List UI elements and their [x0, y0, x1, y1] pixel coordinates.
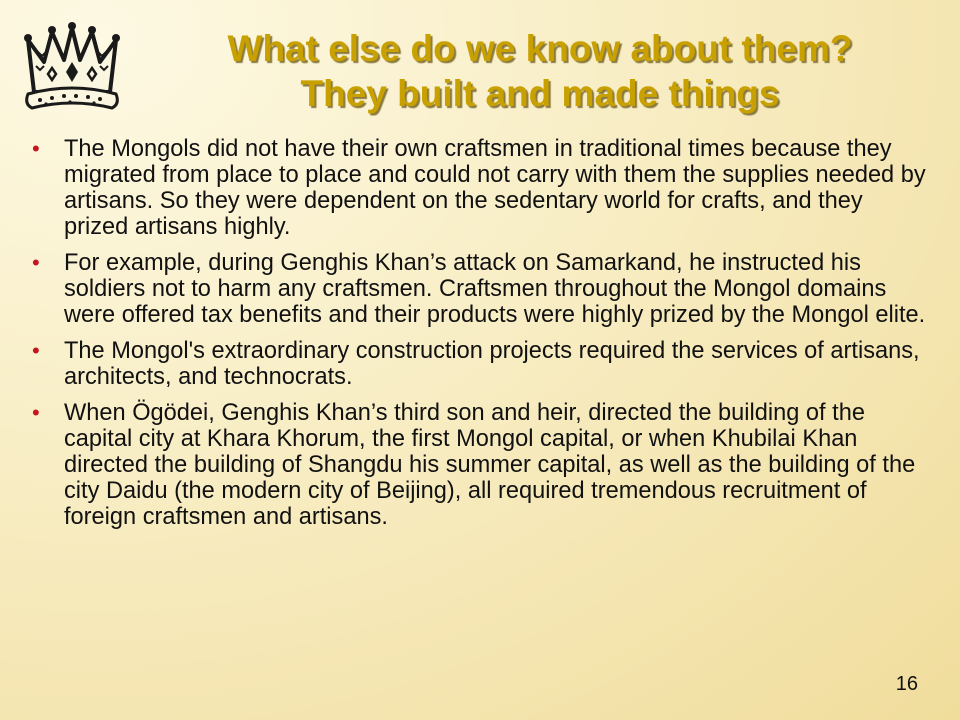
slide-title [140, 26, 940, 116]
bullet-dot-icon: • [32, 400, 40, 425]
bullet-item [32, 338, 932, 390]
bullet-item [32, 250, 932, 328]
bullet-dot-icon: • [32, 338, 40, 363]
bullet-item [32, 400, 932, 530]
bullet-text: For example, during Genghis Khan’s attack on Samarkand, he instructed his soldiers not to harm any craftsmen. Craftsmen throughout the Mongol domains were offered tax benefits and their products were highly prized by the Mongol elite. [64, 250, 926, 328]
bullet-item [32, 136, 932, 240]
bullet-text: When Ögödei, Genghis Khan’s third son and heir, directed the building of the capital city at Khara Khorum, the first Mongol capital, or when Khubilai Khan directed the building of Shangdu his summer capital, as well as the building of the city Daidu (the modern city of Beijing), all required tremendous recruitment of foreign craftsmen and artisans. [64, 400, 916, 530]
title-line-2: They built and made things [300, 73, 780, 114]
title-line-1: What else do we know about them? [227, 28, 853, 69]
bullet-dot-icon: • [32, 250, 40, 275]
bullet-dot-icon: • [32, 136, 40, 161]
bullet-text: The Mongol's extraordinary construction projects required the services of artisans, architects, and technocrats. [64, 338, 920, 390]
bullet-list [32, 136, 932, 540]
bullet-text: The Mongols did not have their own craftsmen in traditional times because they migrated from place to place and could not carry with them the supplies needed by artisans. So they were dependent on the sedentary world for crafts, and they prized artisans highly. [64, 136, 926, 240]
crown-icon [22, 22, 122, 112]
page-number: 16 [895, 673, 918, 695]
